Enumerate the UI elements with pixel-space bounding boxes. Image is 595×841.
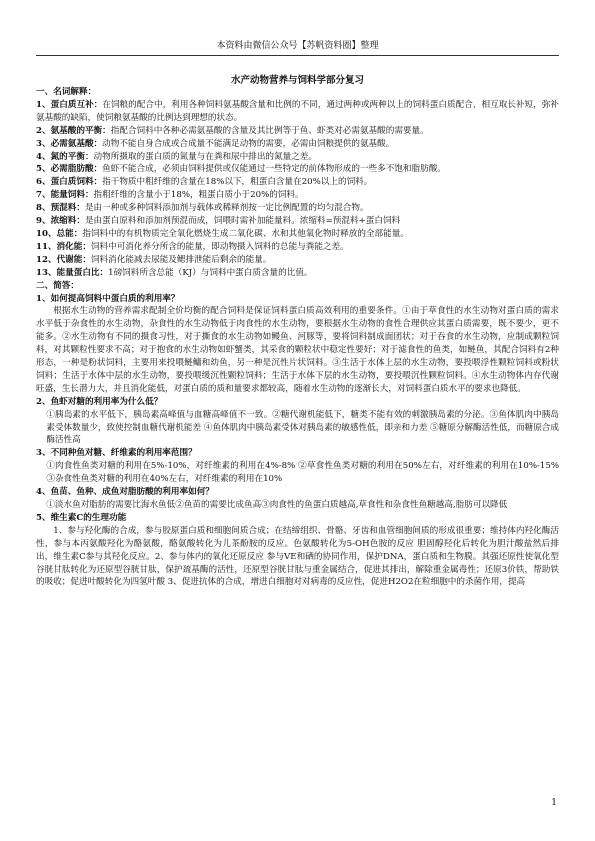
term-label: 12、代谢能： xyxy=(36,254,91,265)
term-item xyxy=(36,202,559,215)
term-definition: 饲料消化能减去尿能及鳃排泄能后剩余的能量。 xyxy=(90,254,272,265)
term-definition: 是由蛋白原料和添加剂预混而成，饲喂时需补加能量料。浓缩料=预混料+蛋白饲料 xyxy=(84,216,401,227)
question-heading: 5、维生素C的生理功能 xyxy=(36,512,127,523)
term-label: 7、能量饲料： xyxy=(36,190,94,201)
term-item xyxy=(36,228,559,241)
answer-text: ①胰岛素的水平低下，胰岛素高峰值与血糖高峰值不一致。②糖代谢机能低下，糖类不能有效的刺激胰岛素的分泌。③鱼体肌肉中胰岛素受体数量少，致使控制血糖代谢机能差 ④鱼体肌肉中胰岛素受体对胰岛素的敏感性低，即亲和力差 ⑤糖原分解酶活性低，而糖原合成酶活性高 xyxy=(46,409,559,446)
term-label: 5、必需脂肪酸： xyxy=(36,164,103,175)
page-header: 本资料由微信公众号【苏帆资料圈】整理 xyxy=(36,40,559,56)
term-label: 1、蛋白质互补： xyxy=(36,99,103,110)
question-heading: 1、如何提高饲料中蛋白质的利用率？ xyxy=(36,293,180,304)
question-heading: 2、鱼虾对糖的利用率为什么低？ xyxy=(36,396,163,407)
term-definition: 鱼虾不能合成，必须由饲料提供或仅能通过一些特定的前体物形成的一些多不饱和脂肪酸。 xyxy=(102,164,446,175)
document-body xyxy=(36,86,559,589)
term-label: 11、消化能： xyxy=(36,241,91,252)
term-item xyxy=(36,99,559,125)
section-heading-short-answer: 二、简答： xyxy=(36,280,79,291)
question-heading: 4、鱼苗、鱼种、成鱼对脂肪酸的利用率如何？ xyxy=(36,487,214,498)
term-label: 2、氨基酸的平衡： xyxy=(36,125,111,136)
term-label: 3、必需氨基酸： xyxy=(36,138,103,149)
term-item xyxy=(36,215,559,228)
term-label: 13、能量蛋白比： xyxy=(36,267,109,278)
page-number: 1 xyxy=(551,798,557,808)
term-definition: 指配合饲料中各种必需氨基酸的含量及其比例等于鱼、虾类对必需氨基酸的需要量。 xyxy=(110,125,429,136)
term-definition: 动物所摄取的蛋白质的氮量与在粪和尿中排出的氮量之差。 xyxy=(93,151,317,162)
term-item xyxy=(36,138,559,151)
answer-text: ①淡水鱼对脂肪的需要比海水鱼低②鱼苗的需要比成鱼高③肉食性的鱼蛋白质越高,草食性和杂食性鱼糖越高,脂肪可以降低 xyxy=(46,500,508,510)
term-item xyxy=(36,241,559,254)
term-definition: 指饲料中的有机物质完全氧化燃烧生成二氧化碳、水和其他氧化物时释放的全部能量。 xyxy=(82,228,409,239)
term-item xyxy=(36,267,559,280)
term-item xyxy=(36,176,559,189)
term-definition: 饲料中可消化养分所含的能量，即动物摄入饲料的总能与粪能之差。 xyxy=(90,241,349,252)
term-label: 9、浓缩料： xyxy=(36,216,85,227)
term-item xyxy=(36,151,559,164)
answer-text: ①肉食性鱼类对糖的利用在5%-10%，对纤维素的利用在4%-8% ②草食性鱼类对糖的利用在50%左右，对纤维素的利用在10%-15% ③杂食性鱼类对糖的利用在40%左右，对纤维素的利用在10% xyxy=(46,461,559,485)
term-label: 8、预混料： xyxy=(36,203,85,214)
term-definition: 1磅饲料所含总能（KJ）与饲料中蛋白质含量的比值。 xyxy=(108,267,313,278)
answer-text: 1、参与羟化酶的合成，参与胶原蛋白质和细胞间质合成；在结缔组织、骨骼、牙齿和血管细胞间质的形成很重要；维持体内羟化酶活性，参与本丙氨酸羟化为酪氨酸，酪氨酸转化为儿茶酚胺的反应。色氨酸转化为5-OH色胺的反应 胆固醇羟化后转化为胆汁酸盐然后排出，维生素C参与其羟化反应。2、参与体内的氧化还原反应 参与VE和硒的协同作用，保护DNA，蛋白质和生物膜。其强还原性使氧化型谷胱甘肽转化为还原型谷胱甘肽，保护巯基酶的活性，还原型谷胱甘肽与重金属结合，促进其排出，解除重金属毒性；还原3价铁，帮助铁的吸收；促进叶酸转化为四氢叶酸 3、促进抗体的合成，增进白细胞对对病毒的反应性，促进H2O2在粒细胞中的杀菌作用，提高 xyxy=(36,525,559,588)
term-item xyxy=(36,125,559,138)
answer-text: 根据水生动物的营养需求配制全价均衡的配合饲料是保证饲料蛋白质高效利用的重要条件。①由于草食性的水生动物对蛋白质的需求水平低于杂食性的水生动物，杂食性的水生动物低于肉食性的水生动物，要根据水生动物的食性合理供应其蛋白质需要，既不要少，更不能多。②水生动物有不同的摄食习性，对于撕食的水生动物如鳗鱼、河豚等，要将饲料制成面团状；对于吞食的水生动物，应制成颗粒饲料，对其颗粒性要求不高；对于抱食的水生动物如虾蟹类，其采食的颗粒状中稳定性要好；对于滤食性的鱼类，如鲢鱼，其配合饲料有2种形态，一种是粉状饲料，主要用来投喂鲢鳙和幼鱼，另一种是沉性片状饲料。③生活于水体上层的水生动物，要投喂浮性颗粒饲料或粉状饲料；生活于水体中层的水生动物，要投喂缓沉性颗粒饲料；生活于水体下层的水生动物，要投喂沉性颗粒饲料。④水生动物体内存代谢旺盛，生长潜力大，并且消化能低，对蛋白质的质和量要求都较高，随着水生动物的逐渐长大，对饲料蛋白质水平的要求也降低。 xyxy=(36,306,559,394)
term-label: 6、蛋白质饲料： xyxy=(36,177,103,188)
term-definition: 在饲粮的配合中，利用各种饲料氨基酸含量和比例的不同，通过两种或两种以上的饲料蛋白质配合，相互取长补短，弥补氨基酸的缺陷，使饲粮氨基酸的比例达到理想的状态。 xyxy=(36,99,559,123)
term-item xyxy=(36,189,559,202)
term-definition: 指粗纤维的含量小于18%，粗蛋白质小于20%的饲料。 xyxy=(93,190,304,201)
term-label: 10、总能： xyxy=(36,228,83,239)
term-label: 4、氮的平衡： xyxy=(36,151,94,162)
term-definition: 是由一种或多种饲料添加剂与载体或稀释剂按一定比例配置的均匀混合物。 xyxy=(84,203,369,214)
section-heading-definitions: 一、名词解释： xyxy=(36,87,97,97)
question-heading: 3、不同种鱼对糖、纤维素的利用率范围？ xyxy=(36,448,197,459)
term-item xyxy=(36,163,559,176)
term-definition: 动物不能自身合成或合成量不能满足动物的需要，必需由饲粮提供的氨基酸。 xyxy=(102,138,395,149)
term-definition: 指干物质中粗纤维的含量在18%以下，粗蛋白含量在20%以上的饲料。 xyxy=(102,177,373,188)
document-title: 水产动物营养与饲料学部分复习 xyxy=(230,75,364,86)
term-item xyxy=(36,254,559,267)
